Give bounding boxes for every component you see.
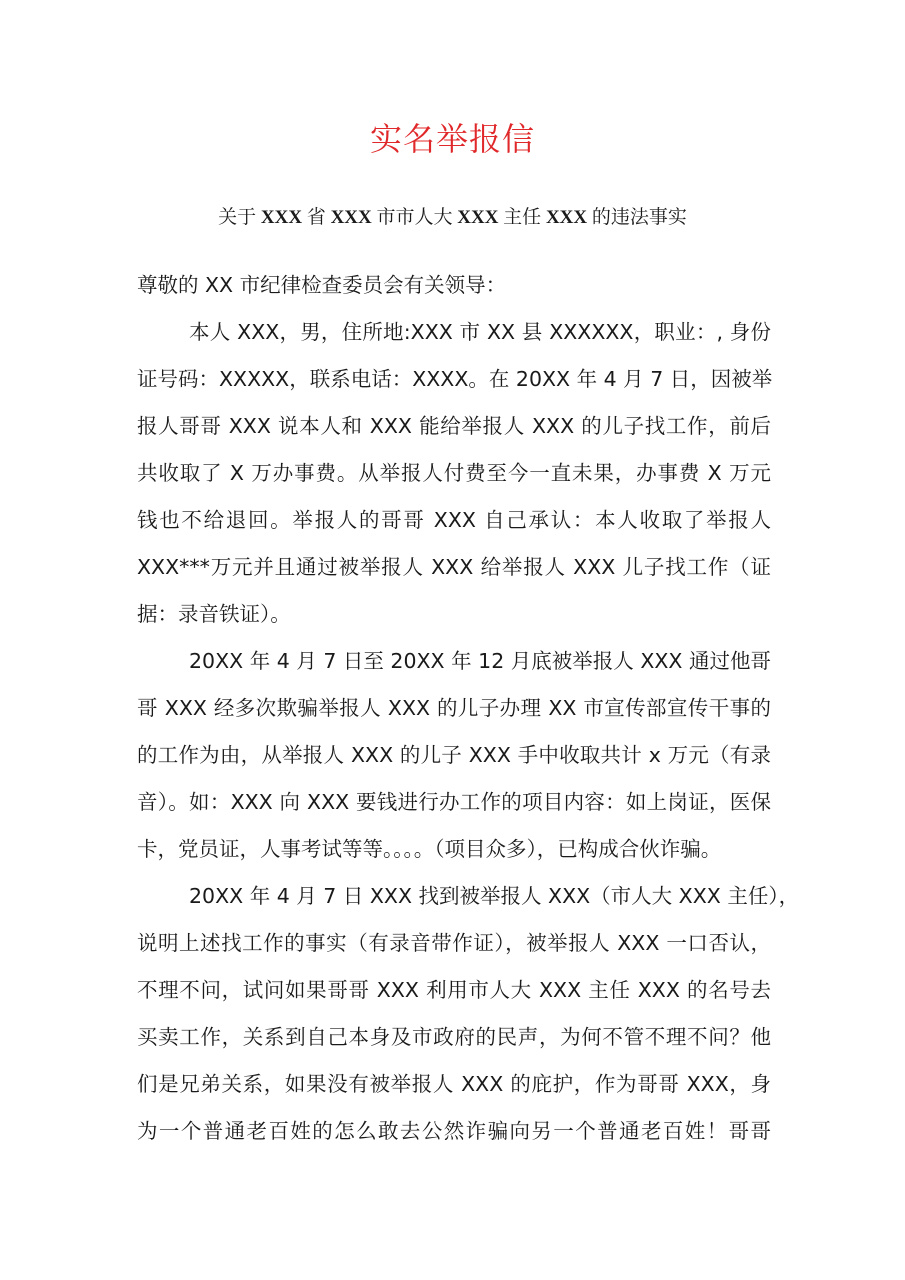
paragraph-line: 为一个普通老百姓的怎么敢去公然诈骗向另一个普通老百姓！哥哥 — [137, 1119, 771, 1143]
subtitle-part: 市市人大 — [371, 207, 458, 228]
paragraph-line: 买卖工作，关系到自己本身及市政府的民声，为何不管不理不问？他 — [137, 1025, 771, 1049]
paragraph — [137, 644, 771, 879]
paragraph-line: 本人 XXX，男，住所地:XXX 市 XX 县 XXXXXX，职业：, 身份 — [189, 320, 771, 344]
paragraph-line: 钱也不给退回。举报人的哥哥 XXX 自己承认：本人收取了举报人 — [137, 508, 771, 532]
subtitle-part: 主任 — [498, 207, 546, 228]
paragraph-line: 音）。如：XXX 向 XXX 要钱进行办工作的项目内容：如上岗证，医保 — [137, 790, 771, 814]
paragraph-line: 卡，党员证，人事考试等等。。。。（项目众多），已构成合伙诈骗。 — [137, 837, 722, 861]
paragraph-line: 的工作为由，从举报人 XXX 的儿子 XXX 手中收取共计 x 万元（有录 — [137, 743, 771, 767]
subtitle-part: XXX — [260, 207, 303, 228]
paragraph-line: 20XX 年 4 月 7 日 XXX 找到被举报人 XXX（市人大 XXX 主任）， — [189, 884, 800, 908]
paragraph-line: 们是兄弟关系，如果没有被举报人 XXX 的庇护，作为哥哥 XXX，身 — [137, 1072, 771, 1096]
paragraph-line: 哥 XXX 经多次欺骗举报人 XXX 的儿子办理 XX 市宣传部宣传干事的 — [137, 696, 771, 720]
subtitle-part: XXX — [457, 207, 499, 228]
letter-body — [137, 268, 800, 1161]
subtitle-part: 省 — [302, 207, 331, 228]
subtitle-part: 关于 — [218, 207, 261, 228]
paragraph-line: 报人哥哥 XXX 说本人和 XXX 能给举报人 XXX 的儿子找工作，前后 — [137, 414, 771, 438]
paragraph — [137, 879, 800, 1161]
paragraph-line: XXX***万元并且通过被举报人 XXX 给举报人 XXX 儿子找工作（证 — [137, 555, 771, 579]
subtitle-part: XXX — [330, 207, 372, 228]
paragraph-line: 证号码：XXXXX，联系电话：XXXX。在 20XX 年 4 月 7 日，因被举 — [137, 367, 773, 391]
document-title: 实名举报信 — [369, 120, 535, 158]
paragraph — [137, 315, 771, 644]
paragraph-line: 不理不问，试问如果哥哥 XXX 利用市人大 XXX 主任 XXX 的名号去 — [137, 978, 771, 1002]
paragraph-line: 说明上述找工作的事实（有录音带作证），被举报人 XXX 一口否认， — [137, 931, 771, 955]
paragraph-line: 20XX 年 4 月 7 日至 20XX 年 12 月底被举报人 XXX 通过他哥 — [189, 649, 771, 673]
salutation: 尊敬的 XX 市纪律检查委员会有关领导： — [137, 273, 507, 297]
document-subtitle — [0, 202, 905, 229]
paragraph-line: 共收取了 X 万办事费。从举报人付费至今一直未果，办事费 X 万元 — [137, 461, 771, 485]
subtitle-part: XXX — [545, 207, 588, 228]
subtitle-part: 的违法事实 — [587, 207, 687, 228]
paragraph-line: 据：录音铁证）。 — [137, 602, 291, 626]
